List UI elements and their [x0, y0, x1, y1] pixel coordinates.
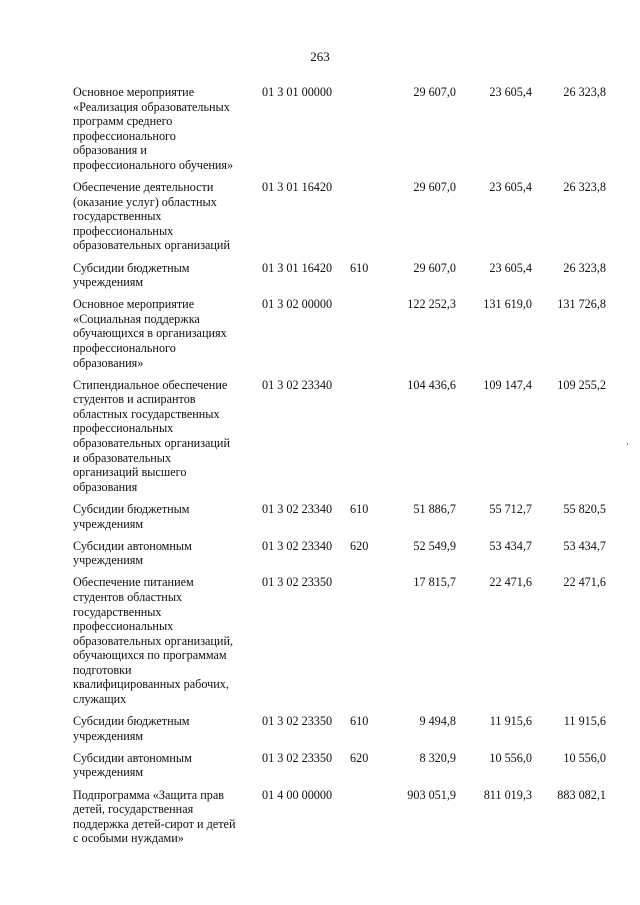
row-value-3: 53 434,7 [563, 538, 606, 553]
row-value-3: 55 820,5 [563, 501, 606, 516]
row-value-3: 26 323,8 [563, 85, 606, 99]
row-name-line: Основное мероприятие [73, 85, 195, 99]
row-value-2: 53 434,7 [489, 538, 532, 553]
row-type: 610 [350, 714, 369, 729]
row-value-2: 23 605,4 [489, 260, 532, 275]
row-name-line: государственных [73, 604, 162, 619]
row-name-line: профессиональных [73, 223, 174, 238]
row-value-1: 29 607,0 [413, 260, 456, 275]
row-value-2: 23 605,4 [489, 85, 532, 99]
row-name-line: образования и [73, 143, 147, 158]
row-value-3: 26 323,8 [563, 180, 606, 195]
row-value-1: 51 886,7 [413, 501, 456, 516]
row-value-1: 903 051,9 [407, 787, 456, 802]
row-name [73, 714, 262, 743]
row-name [73, 378, 262, 495]
table-row [73, 297, 613, 370]
row-name-line: профессионального обучения» [73, 157, 234, 172]
row-value-2: 23 605,4 [489, 180, 532, 195]
row-value-1: 29 607,0 [413, 85, 456, 99]
row-name-line: профессиональных [73, 421, 174, 436]
row-name-line: образовательных организаций [73, 238, 230, 253]
row-name-line: обучающихся по программам [73, 648, 227, 663]
row-value-1: 29 607,0 [413, 180, 456, 195]
row-name-line: образования [73, 479, 138, 494]
row-name-line: учреждениям [73, 728, 144, 743]
table-row [73, 180, 613, 253]
row-code: 01 3 02 23350 [262, 750, 333, 765]
row-value-1: 122 252,3 [407, 297, 456, 312]
row-code: 01 3 01 00000 [262, 85, 333, 99]
row-code: 01 3 02 23340 [262, 377, 333, 392]
row-name-line: профессионального [73, 128, 176, 143]
row-name-line: Субсидии автономным [73, 538, 192, 553]
row-value-1: 17 815,7 [413, 575, 456, 590]
row-name-line: Обеспечение питанием [73, 575, 194, 590]
row-name-line: Основное мероприятие [73, 297, 195, 312]
row-value-2: 131 619,0 [483, 297, 532, 312]
row-name-line: Подпрограмма «Защита прав [73, 787, 224, 802]
row-name [73, 502, 262, 531]
row-value-3: 883 082,1 [557, 787, 606, 802]
row-type: 620 [350, 750, 369, 765]
row-name-line: профессиональных [73, 619, 174, 634]
row-type: 620 [350, 538, 369, 553]
row-code: 01 3 02 23350 [262, 575, 333, 590]
row-name-line: Обеспечение деятельности [73, 180, 214, 195]
row-value-1: 8 320,9 [419, 750, 456, 765]
row-name [73, 575, 262, 706]
row-name-line: «Социальная поддержка [73, 311, 200, 326]
row-value-2: 109 147,4 [483, 377, 532, 392]
table-row [73, 575, 613, 706]
row-name [73, 539, 262, 568]
row-name-line: образовательных организаций [73, 436, 230, 451]
row-name-line: квалифицированных рабочих, [73, 677, 229, 692]
row-name-line: организаций высшего [73, 465, 187, 480]
row-value-2: 55 712,7 [489, 501, 532, 516]
row-name-line: образования» [73, 355, 144, 370]
row-name-line: Субсидии бюджетным [73, 714, 190, 729]
row-code: 01 3 02 23340 [262, 501, 333, 516]
row-name-line: с особыми нуждами» [73, 831, 184, 846]
table-row [73, 539, 613, 568]
row-name [73, 751, 262, 780]
row-name [73, 180, 262, 253]
row-name-line: учреждениям [73, 765, 144, 780]
row-value-3: 11 915,6 [563, 714, 606, 729]
row-value-3: 26 323,8 [563, 260, 606, 275]
row-value-3: 131 726,8 [557, 297, 606, 312]
row-name-line: областных государственных [73, 406, 220, 421]
row-code: 01 3 02 00000 [262, 297, 333, 312]
row-code: 01 3 02 23350 [262, 714, 333, 729]
row-name-line: профессионального [73, 341, 176, 355]
row-value-1: 52 549,9 [413, 538, 456, 553]
row-type: 610 [350, 260, 369, 275]
page-number: 263 [310, 49, 330, 64]
row-value-1: 9 494,8 [419, 714, 456, 729]
row-name-line: Стипендиальное обеспечение [73, 377, 228, 392]
budget-table [73, 85, 613, 853]
row-value-3: 22 471,6 [563, 575, 606, 590]
row-name [73, 85, 262, 173]
row-name-line: (оказание услуг) областных [73, 194, 217, 209]
row-value-1: 104 436,6 [407, 377, 456, 392]
table-row [73, 261, 613, 290]
row-value-3: 10 556,0 [563, 750, 606, 765]
row-value-3: 109 255,2 [557, 377, 606, 392]
row-code: 01 3 01 16420 [262, 180, 333, 195]
table-row [73, 85, 613, 173]
row-name-line: программ среднего [73, 114, 173, 129]
row-name-line: обучающихся в организациях [73, 326, 227, 341]
row-name [73, 788, 262, 846]
table-row [73, 751, 613, 780]
row-value-2: 22 471,6 [489, 575, 532, 590]
scan-mark [627, 443, 628, 445]
table-row [73, 788, 613, 846]
row-name [73, 297, 262, 370]
table-row [73, 502, 613, 531]
row-name-line: студентов и аспирантов [73, 392, 196, 407]
row-name-line: студентов областных [73, 589, 183, 604]
row-value-2: 10 556,0 [489, 750, 532, 765]
row-code: 01 3 01 16420 [262, 260, 333, 275]
row-name-line: Субсидии автономным [73, 750, 192, 765]
row-value-2: 811 019,3 [483, 787, 532, 802]
row-code: 01 4 00 00000 [262, 787, 333, 802]
row-name-line: государственных [73, 209, 162, 224]
row-name-line: образовательных организаций, [73, 633, 234, 648]
table-row [73, 378, 613, 495]
row-value-2: 11 915,6 [489, 714, 532, 729]
row-name-line: учреждениям [73, 553, 144, 568]
row-name-line: и образовательных [73, 450, 172, 465]
row-name-line: подготовки [73, 662, 132, 677]
row-type: 610 [350, 501, 369, 516]
row-name-line: детей, государственная [73, 802, 194, 817]
row-name-line: Субсидии бюджетным [73, 501, 190, 516]
row-name [73, 261, 262, 290]
row-name-line: учреждениям [73, 275, 144, 290]
row-name-line: служащих [73, 692, 127, 707]
row-code: 01 3 02 23340 [262, 538, 333, 553]
row-name-line: учреждениям [73, 516, 144, 531]
row-name-line: поддержка детей-сирот и детей [73, 816, 236, 831]
row-name-line: Субсидии бюджетным [73, 260, 190, 275]
table-row [73, 714, 613, 743]
row-name-line: «Реализация образовательных [73, 99, 230, 114]
